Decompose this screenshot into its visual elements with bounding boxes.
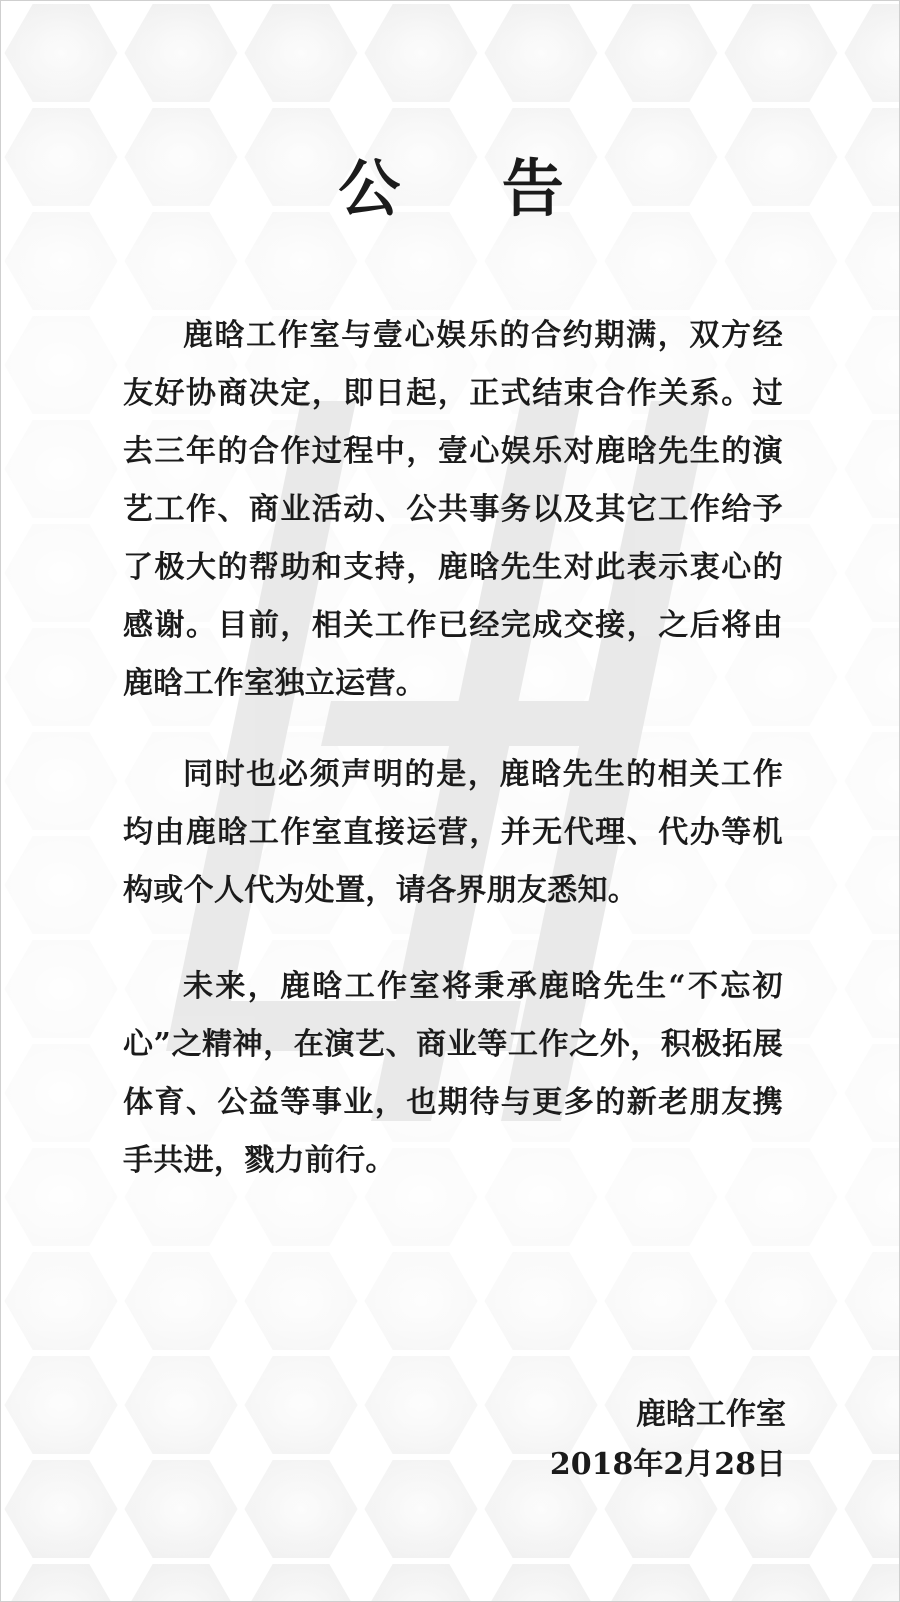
paragraph-statement: 同时也必须声明的是，鹿晗先生的相关工作均由鹿晗工作室直接运营，并无代理、代办等机构或个人代为处置，请各界朋友悉知。	[123, 757, 783, 908]
signature-date: 2018年2月28日	[549, 1447, 786, 1482]
announcement-content	[1, 1, 900, 1602]
paragraph-future: 未来，鹿晗工作室将秉承鹿晗先生“不忘初心”之精神，在演艺、商业等工作之外，积极拓展体育、公益等事业，也期待与更多的新老朋友携手共进，戮力前行。	[123, 969, 783, 1178]
announcement-title: 公 告	[338, 152, 604, 225]
paragraph-contract-ended: 鹿晗工作室与壹心娱乐的合约期满，双方经友好协商决定，即日起，正式结束合作关系。过去三年的合作过程中，壹心娱乐对鹿晗先生的演艺工作、商业活动、公共事务以及其它工作给予了极大的帮助和支持，鹿晗先生对此表示衷心的感谢。目前，相关工作已经完成交接，之后将由鹿晗工作室独立运营。	[123, 318, 783, 701]
signature-organization: 鹿晗工作室	[636, 1397, 786, 1432]
